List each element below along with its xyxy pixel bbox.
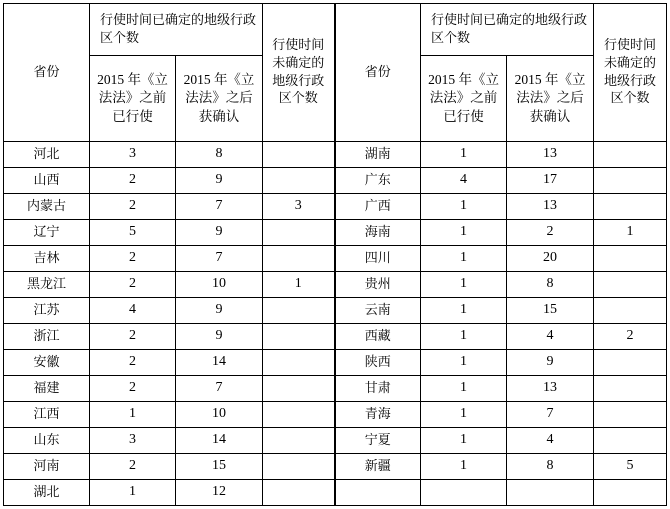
left-after-cell: 9 — [176, 168, 263, 194]
left-undetermined-cell — [263, 454, 335, 480]
left-before-cell: 1 — [90, 402, 176, 428]
left-undetermined-cell — [263, 220, 335, 246]
left-before-cell: 2 — [90, 246, 176, 272]
header-province-left: 省份 — [4, 4, 90, 142]
left-after-cell: 14 — [176, 428, 263, 454]
right-after-cell: 15 — [507, 298, 594, 324]
right-after-cell: 9 — [507, 350, 594, 376]
left-undetermined-cell — [263, 246, 335, 272]
left-before-cell: 2 — [90, 324, 176, 350]
left-after-cell: 9 — [176, 298, 263, 324]
right-before-cell: 1 — [421, 376, 507, 402]
right-province-cell: 湖南 — [335, 142, 421, 168]
left-province-cell: 浙江 — [4, 324, 90, 350]
left-after-cell: 9 — [176, 220, 263, 246]
header-group-right: 行使时间已确定的地级行政区个数 — [421, 4, 594, 56]
right-province-cell: 甘肃 — [335, 376, 421, 402]
left-after-cell: 7 — [176, 246, 263, 272]
right-before-cell: 1 — [421, 142, 507, 168]
right-undetermined-cell — [594, 402, 667, 428]
right-undetermined-cell — [594, 272, 667, 298]
right-undetermined-cell — [594, 376, 667, 402]
table-row — [4, 402, 667, 428]
right-after-cell: 7 — [507, 402, 594, 428]
table-row — [4, 168, 667, 194]
table-row — [4, 246, 667, 272]
left-province-cell: 江西 — [4, 402, 90, 428]
right-after-cell: 13 — [507, 142, 594, 168]
left-after-cell: 7 — [176, 376, 263, 402]
left-province-cell: 福建 — [4, 376, 90, 402]
left-undetermined-cell — [263, 142, 335, 168]
right-before-cell: 1 — [421, 428, 507, 454]
right-province-cell: 新疆 — [335, 454, 421, 480]
right-province-cell: 陕西 — [335, 350, 421, 376]
left-undetermined-cell: 3 — [263, 194, 335, 220]
left-undetermined-cell — [263, 428, 335, 454]
right-before-cell — [421, 480, 507, 506]
right-undetermined-cell: 5 — [594, 454, 667, 480]
right-undetermined-cell — [594, 298, 667, 324]
left-province-cell: 河北 — [4, 142, 90, 168]
right-before-cell: 1 — [421, 246, 507, 272]
right-before-cell: 1 — [421, 220, 507, 246]
left-after-cell: 14 — [176, 350, 263, 376]
right-province-cell: 广东 — [335, 168, 421, 194]
right-before-cell: 1 — [421, 298, 507, 324]
right-province-cell: 贵州 — [335, 272, 421, 298]
left-province-cell: 内蒙古 — [4, 194, 90, 220]
right-undetermined-cell — [594, 246, 667, 272]
left-province-cell: 辽宁 — [4, 220, 90, 246]
left-province-cell: 山东 — [4, 428, 90, 454]
header-before-left: 2015 年《立法法》之前已行使 — [90, 56, 176, 142]
right-province-cell: 四川 — [335, 246, 421, 272]
left-province-cell: 湖北 — [4, 480, 90, 506]
right-after-cell: 4 — [507, 428, 594, 454]
left-undetermined-cell — [263, 480, 335, 506]
table-row — [4, 428, 667, 454]
right-province-cell: 宁夏 — [335, 428, 421, 454]
right-before-cell: 1 — [421, 272, 507, 298]
right-province-cell: 海南 — [335, 220, 421, 246]
left-province-cell: 吉林 — [4, 246, 90, 272]
left-after-cell: 8 — [176, 142, 263, 168]
left-before-cell: 3 — [90, 142, 176, 168]
right-undetermined-cell — [594, 350, 667, 376]
right-before-cell: 1 — [421, 324, 507, 350]
right-province-cell: 西藏 — [335, 324, 421, 350]
table-row — [4, 376, 667, 402]
table-row — [4, 272, 667, 298]
right-undetermined-cell — [594, 428, 667, 454]
left-after-cell: 9 — [176, 324, 263, 350]
header-after-left: 2015 年《立法法》之后获确认 — [176, 56, 263, 142]
left-province-cell: 河南 — [4, 454, 90, 480]
right-undetermined-cell — [594, 142, 667, 168]
left-undetermined-cell — [263, 168, 335, 194]
table-row — [4, 298, 667, 324]
left-before-cell: 2 — [90, 168, 176, 194]
right-before-cell: 1 — [421, 350, 507, 376]
left-before-cell: 2 — [90, 272, 176, 298]
right-province-cell: 广西 — [335, 194, 421, 220]
right-before-cell: 1 — [421, 194, 507, 220]
right-undetermined-cell: 2 — [594, 324, 667, 350]
header-before-right: 2015 年《立法法》之前已行使 — [421, 56, 507, 142]
header-undetermined-right: 行使时间未确定的地级行政区个数 — [594, 4, 667, 142]
left-undetermined-cell: 1 — [263, 272, 335, 298]
right-after-cell — [507, 480, 594, 506]
left-before-cell: 3 — [90, 428, 176, 454]
right-after-cell: 8 — [507, 454, 594, 480]
left-province-cell: 江苏 — [4, 298, 90, 324]
left-undetermined-cell — [263, 350, 335, 376]
table-row — [4, 142, 667, 168]
table-row — [4, 220, 667, 246]
right-after-cell: 8 — [507, 272, 594, 298]
right-undetermined-cell — [594, 194, 667, 220]
right-after-cell: 4 — [507, 324, 594, 350]
right-after-cell: 13 — [507, 194, 594, 220]
legislation-table — [3, 3, 667, 506]
left-after-cell: 10 — [176, 272, 263, 298]
table-row — [4, 350, 667, 376]
right-before-cell: 1 — [421, 402, 507, 428]
header-province-right: 省份 — [335, 4, 421, 142]
table-row — [4, 324, 667, 350]
left-before-cell: 2 — [90, 454, 176, 480]
left-undetermined-cell — [263, 402, 335, 428]
left-before-cell: 2 — [90, 350, 176, 376]
right-province-cell: 云南 — [335, 298, 421, 324]
left-before-cell: 5 — [90, 220, 176, 246]
table-row — [4, 454, 667, 480]
left-before-cell: 1 — [90, 480, 176, 506]
right-before-cell: 4 — [421, 168, 507, 194]
right-undetermined-cell — [594, 168, 667, 194]
right-province-cell — [335, 480, 421, 506]
right-before-cell: 1 — [421, 454, 507, 480]
left-province-cell: 安徽 — [4, 350, 90, 376]
header-group-left: 行使时间已确定的地级行政区个数 — [90, 4, 263, 56]
left-before-cell: 2 — [90, 376, 176, 402]
table-body — [4, 142, 667, 506]
left-undetermined-cell — [263, 298, 335, 324]
left-province-cell: 黑龙江 — [4, 272, 90, 298]
left-undetermined-cell — [263, 376, 335, 402]
left-before-cell: 4 — [90, 298, 176, 324]
right-province-cell: 青海 — [335, 402, 421, 428]
left-after-cell: 7 — [176, 194, 263, 220]
table-row — [4, 480, 667, 506]
table-row — [4, 194, 667, 220]
right-after-cell: 2 — [507, 220, 594, 246]
left-undetermined-cell — [263, 324, 335, 350]
left-province-cell: 山西 — [4, 168, 90, 194]
right-after-cell: 20 — [507, 246, 594, 272]
left-after-cell: 10 — [176, 402, 263, 428]
left-after-cell: 15 — [176, 454, 263, 480]
right-after-cell: 17 — [507, 168, 594, 194]
header-undetermined-left: 行使时间未确定的地级行政区个数 — [263, 4, 335, 142]
header-after-right: 2015 年《立法法》之后获确认 — [507, 56, 594, 142]
left-after-cell: 12 — [176, 480, 263, 506]
right-after-cell: 13 — [507, 376, 594, 402]
left-before-cell: 2 — [90, 194, 176, 220]
right-undetermined-cell — [594, 480, 667, 506]
right-undetermined-cell: 1 — [594, 220, 667, 246]
